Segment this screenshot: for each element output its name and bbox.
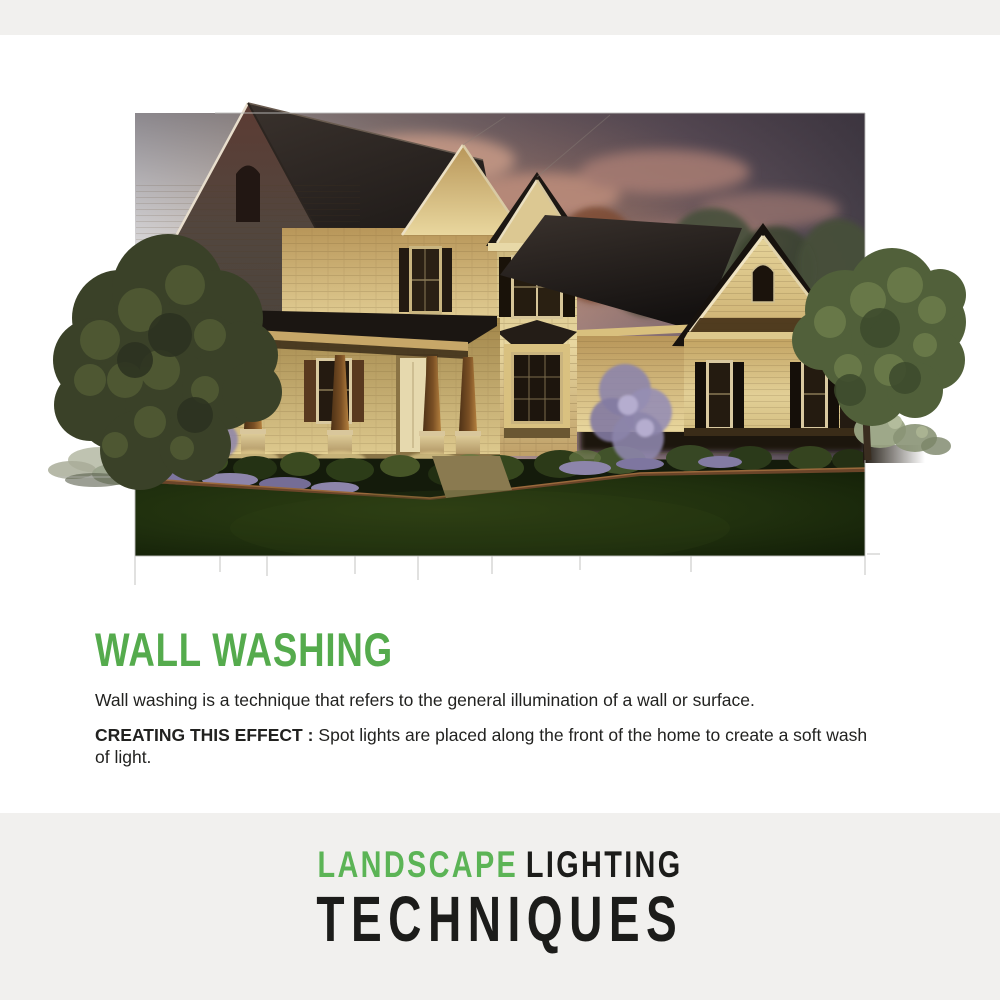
hero-illustration-house-wall-washing [0, 60, 1000, 600]
section-description: Wall washing is a technique that refers to the general illumination of a wall or surface. [95, 690, 755, 710]
brand-line-2 [0, 883, 1000, 955]
attic-arch-vent [236, 166, 260, 223]
brand-word-techniques: TECHNIQUES [316, 883, 684, 955]
effect-text: Spot lights are placed along the front of the home to create a soft wash of light. [95, 724, 868, 767]
shutter [352, 360, 364, 422]
shutter [304, 360, 316, 422]
section-copy [95, 623, 895, 769]
top-gray-band [0, 0, 1000, 35]
wing-arch-vent [752, 265, 774, 303]
brand-line-1 [0, 846, 1000, 883]
footer-band [0, 813, 1000, 1000]
bay-window [514, 355, 560, 421]
section-title: WALL WASHING [95, 623, 393, 676]
effect-label: CREATING THIS EFFECT : [95, 724, 314, 745]
section-effect [95, 725, 877, 769]
brand-word-landscape: LANDSCAPE [317, 844, 519, 885]
brand-word-lighting: LIGHTING [525, 844, 683, 885]
